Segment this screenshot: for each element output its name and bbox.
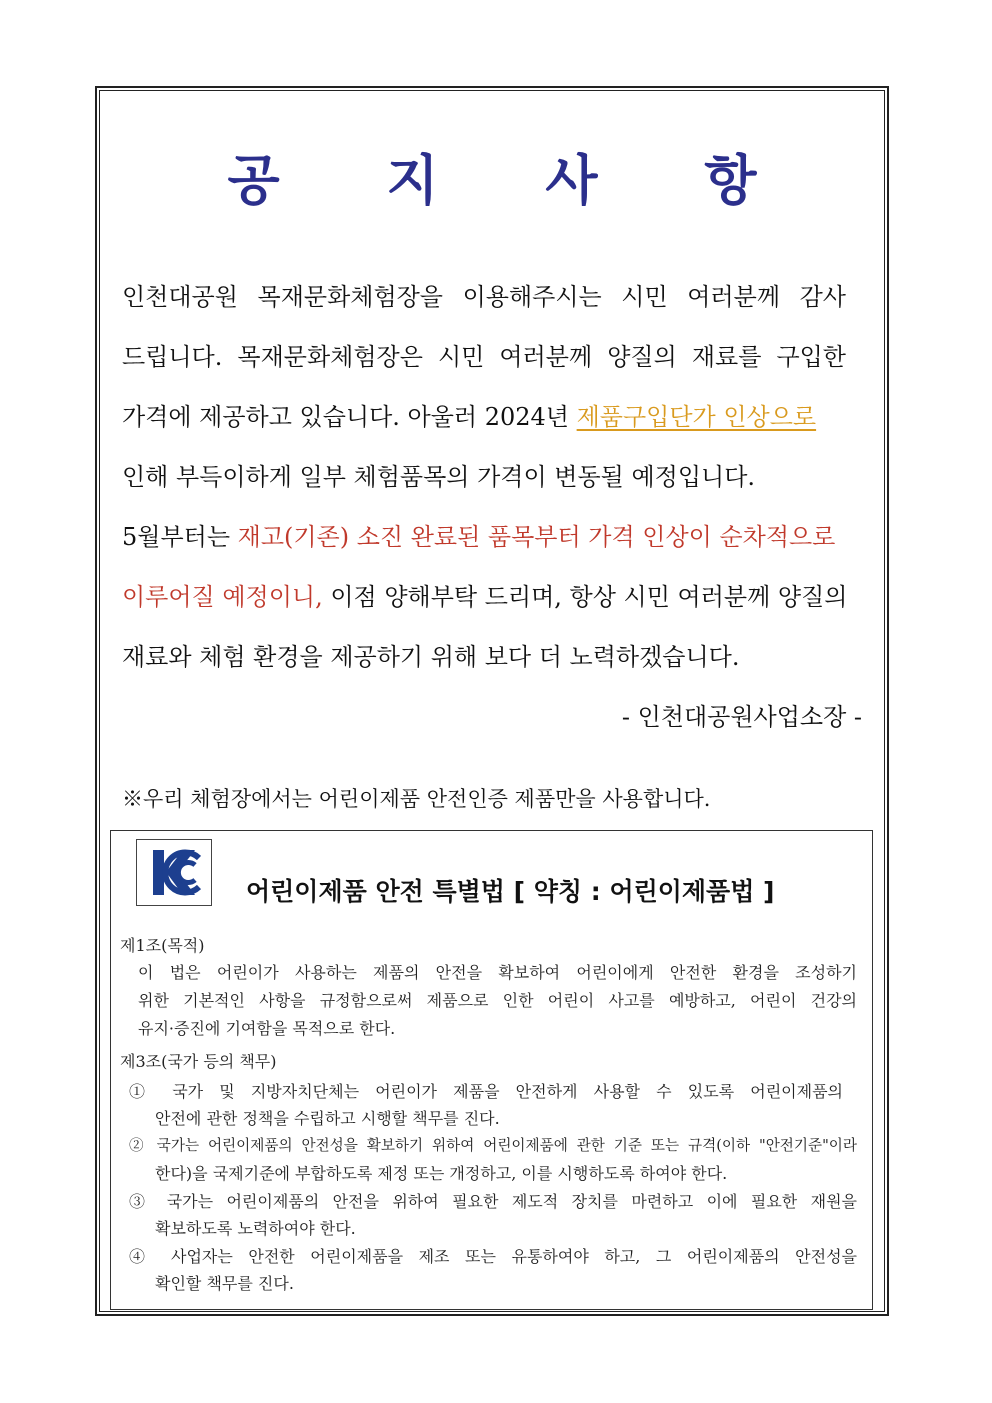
kc-logo-icon xyxy=(136,839,212,906)
article-3-heading: 제3조(국가 등의 책무) xyxy=(120,1052,277,1071)
notice-line-6 xyxy=(122,577,847,612)
safety-note: ※우리 체험장에서는 어린이제품 안전인증 제품만을 사용합니다. xyxy=(122,787,711,811)
article-3-item-3: ③ 국가는 어린이제품의 안전을 위하여 필요한 제도적 장치를 마련하고 이에 필요한 재원을 xyxy=(129,1192,857,1211)
page-title: 공 지 사 항 xyxy=(227,149,801,212)
notice-line-7: 재료와 체험 환경을 제공하기 위해 보다 더 노력하겠습니다. xyxy=(122,643,740,671)
article-3-item-1: ① 국가 및 지방자치단체는 어린이가 제품을 안전하게 사용할 수 있도록 어린이제품의 xyxy=(129,1082,843,1101)
article-3-item-1-cont: 안전에 관한 정책을 수립하고 시행할 책무를 진다. xyxy=(155,1109,500,1128)
article-3-item-2-cont: 한다)을 국제기준에 부합하도록 제정 또는 개정하고, 이를 시행하도록 하여야 한다. xyxy=(155,1164,728,1183)
notice-line-1: 인천대공원 목재문화체험장을 이용해주시는 시민 여러분께 감사 xyxy=(122,283,846,311)
article-1-line-1: 이 법은 어린이가 사용하는 제품의 안전을 확보하여 어린이에게 안전한 환경을 조성하기 xyxy=(138,963,857,982)
schedule-highlight: 이루어질 예정이니, xyxy=(122,583,323,611)
article-1-line-2: 위한 기본적인 사항을 규정함으로써 제품으로 인한 어린이 사고를 예방하고, 어린이 건강의 xyxy=(138,991,857,1010)
notice-line-5-prefix: 5월부터는 xyxy=(122,523,238,551)
notice-line-5 xyxy=(122,517,835,552)
law-title: 어린이제품 안전 특별법 [ 약칭 : 어린이제품법 ] xyxy=(246,877,775,906)
stock-highlight: 재고(기존) 소진 완료된 품목부터 가격 인상이 순차적으로 xyxy=(237,523,836,551)
signature: - 인천대공원사업소장 - xyxy=(621,703,862,731)
article-1-heading: 제1조(목적) xyxy=(120,936,205,955)
notice-line-4: 인해 부득이하게 일부 체험품목의 가격이 변동될 예정입니다. xyxy=(122,463,756,491)
notice-line-3-text: 가격에 제공하고 있습니다. 아울러 2024년 xyxy=(122,403,577,431)
article-3-item-4: ④ 사업자는 안전한 어린이제품을 제조 또는 유통하여야 하고, 그 어린이제품의 안전성을 xyxy=(129,1247,857,1266)
notice-line-6-rest: 이점 양해부탁 드리며, 항상 시민 여러분께 양질의 xyxy=(322,583,848,611)
article-1-line-3: 유지·증진에 기여함을 목적으로 한다. xyxy=(138,1019,396,1038)
notice-line-3 xyxy=(122,397,816,432)
article-3-item-2: ② 국가는 어린이제품의 안전성을 확보하기 위하여 어린이제품에 관한 기준 또는 규격(이하 "안전기준"이라 xyxy=(129,1137,857,1154)
price-increase-highlight: 제품구입단가 인상으로 xyxy=(576,403,817,431)
notice-line-2: 드립니다. 목재문화체험장은 시민 여러분께 양질의 재료를 구입한 xyxy=(122,343,846,371)
kc-mark-icon xyxy=(137,840,211,905)
article-3-item-3-cont: 확보하도록 노력하여야 한다. xyxy=(155,1219,356,1238)
article-3-item-4-cont: 확인할 책무를 진다. xyxy=(155,1274,294,1293)
